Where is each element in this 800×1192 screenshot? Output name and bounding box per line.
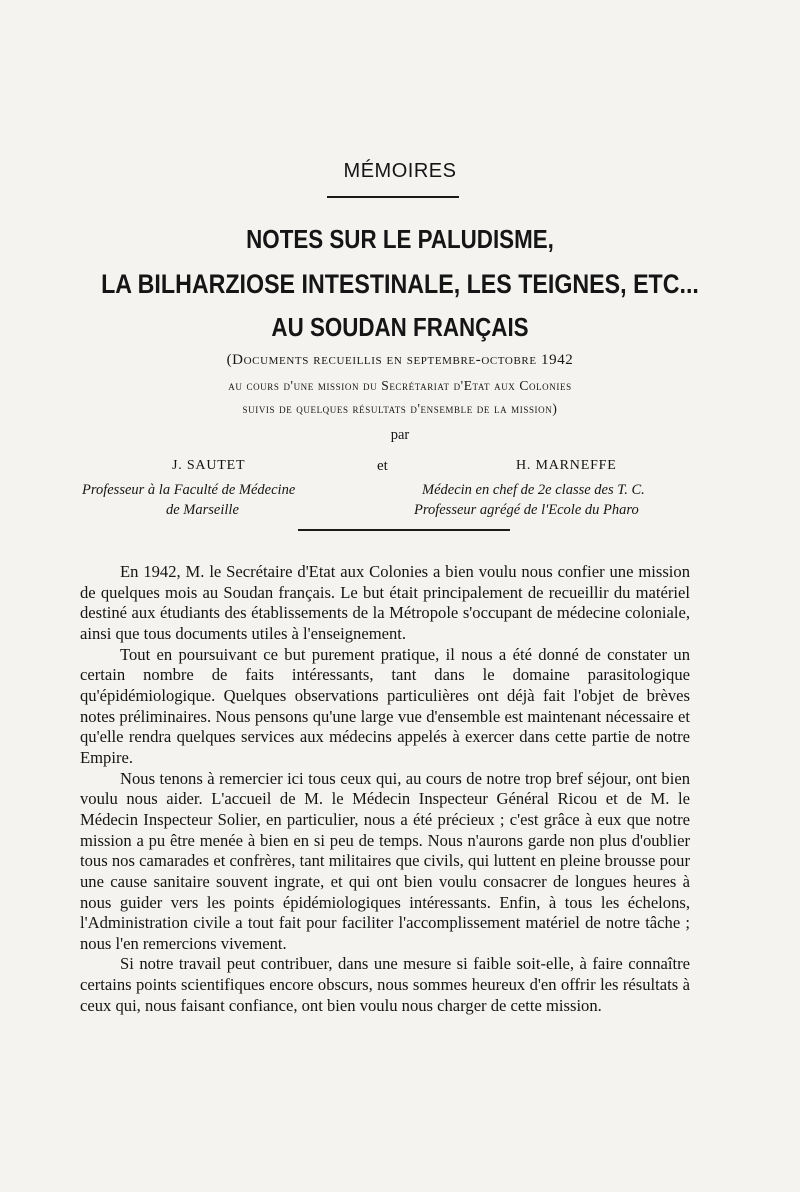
subtitle-line-1: (Documents recueillis en septembre-octobre 1942 <box>226 352 574 368</box>
author-right-affiliation-2: Professeur agrégé de l'Ecole du Pharo <box>414 502 639 518</box>
author-left-name: J. SAUTET <box>172 458 246 473</box>
article-body <box>80 562 690 1016</box>
section-heading: MÉMOIRES <box>343 160 457 182</box>
by-label: par <box>390 427 410 443</box>
body-paragraph-1: En 1942, M. le Secrétaire d'Etat aux Colonies a bien voulu nous confier une mission de quelques mois au Soudan français. Le but était principalement de recueillir du matériel destiné aux étudiants des établissements de la Métropole s'occupant de médecine coloniale, ainsi que tous documents utiles à l'enseignement. <box>80 562 690 643</box>
body-paragraph-4: Si notre travail peut contribuer, dans une mesure si faible soit-elle, à faire connaître certains points scientifiques encore obscurs, nous sommes heureux d'en offrir les résultats à ceux qui, nous faisant confiance, ont bien voulu nous charger de cette mission. <box>80 954 690 1015</box>
article-title-line-1: NOTES SUR LE PALUDISME, <box>246 224 554 254</box>
subtitle-line-3: suivis de quelques résultats d'ensemble de la mission) <box>242 401 558 416</box>
heading-rule <box>327 196 459 198</box>
article-title-line-2: LA BILHARZIOSE INTESTINALE, LES TEIGNES, ETC... <box>101 269 699 299</box>
author-left-affiliation-2: de Marseille <box>166 502 239 518</box>
article-title-line-3: AU SOUDAN FRANÇAIS <box>271 312 529 342</box>
author-right-name: H. MARNEFFE <box>516 458 617 473</box>
body-paragraph-2: Tout en poursuivant ce but purement pratique, il nous a été donné de constater un certain nombre de faits intéressants, tant dans le domaine parasitologique qu'épidémiologique. Quelques observations particulières ont déjà fait l'objet de brèves notes préliminaires. Nous pensons qu'une large vue d'ensemble est maintenant nécessaire et qu'elle rendra quelques services aux médecins appelés à exercer dans cette partie de notre Empire. <box>80 644 690 767</box>
author-rule <box>298 529 510 531</box>
author-left-affiliation-1: Professeur à la Faculté de Médecine <box>82 482 296 498</box>
author-right-affiliation-1: Médecin en chef de 2e classe des T. C. <box>422 482 645 498</box>
subtitle-line-2: au cours d'une mission du Secrétariat d'Etat aux Colonies <box>228 378 572 393</box>
author-conjunction: et <box>377 458 388 474</box>
body-paragraph-3: Nous tenons à remercier ici tous ceux qui, au cours de notre trop bref séjour, ont bien voulu nous aider. L'accueil de M. le Médecin Inspecteur Général Ricou et de M. le Médecin Inspecteur Solier, en particulier, nous a été précieux ; c'est grâce à eux que notre mission a pu être menée à bien en si peu de temps. Nous n'aurons garde non plus d'oublier tous nos camarades et confrères, tant militaires que civils, qui luttent en pleine brousse pour une cause sanitaire souvent ingrate, et qui ont bien voulu consacrer de longues heures à nous guider vers les points épidémiologiques intéressants. Enfin, à tous les échelons, l'Administration civile a tout fait pour faciliter l'accomplissement matériel de notre tâche ; nous l'en remercions vivement. <box>80 768 690 953</box>
